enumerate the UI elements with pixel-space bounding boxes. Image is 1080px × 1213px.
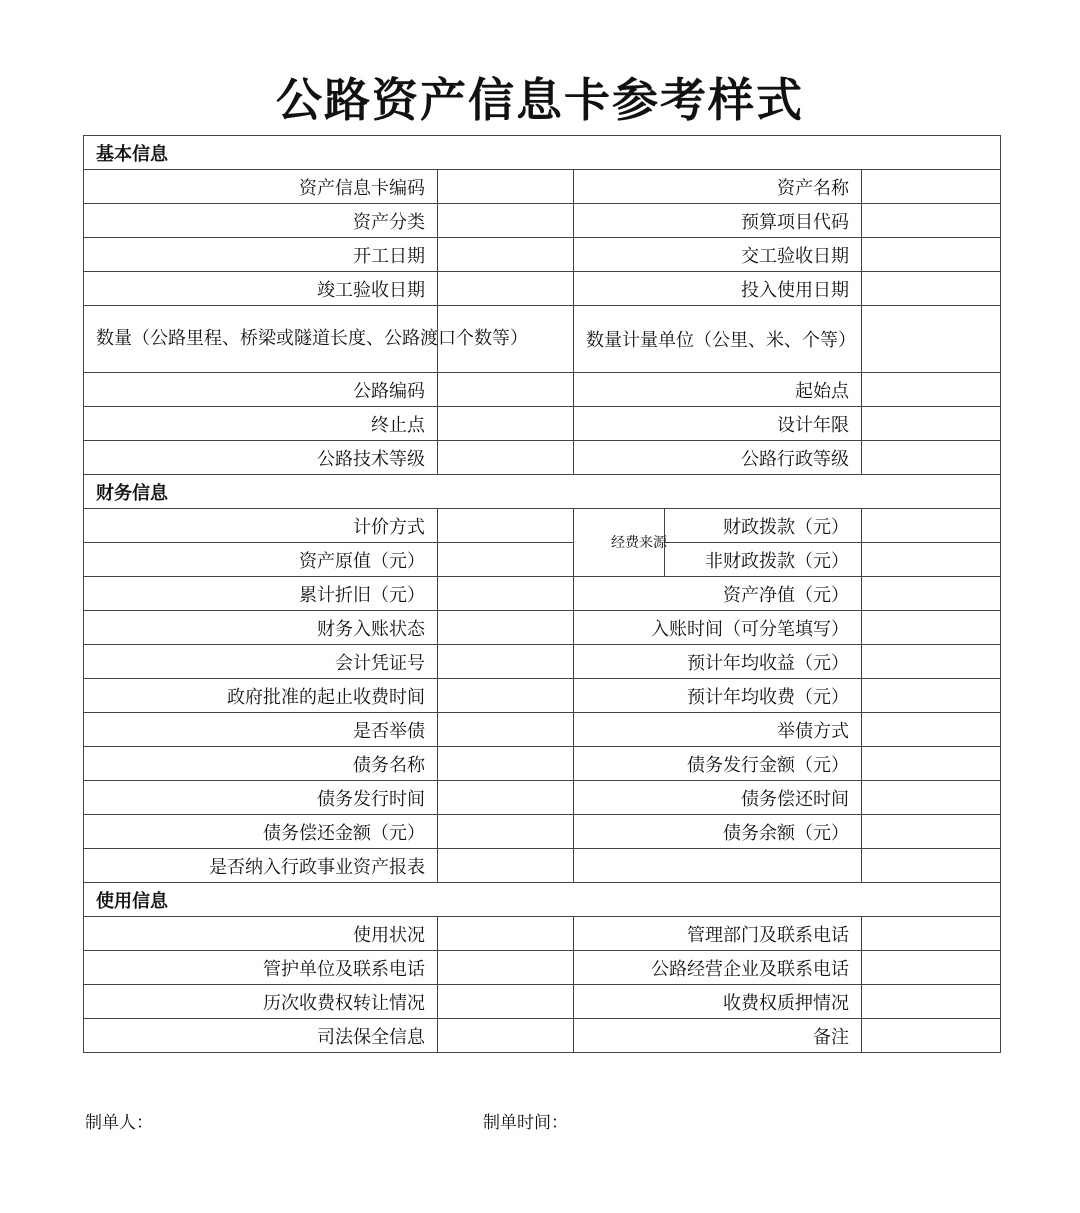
field-value[interactable]	[438, 951, 574, 985]
field-value[interactable]	[862, 849, 1001, 883]
field-value[interactable]	[862, 577, 1001, 611]
field-value[interactable]	[438, 509, 574, 543]
section-title-basic: 基本信息	[84, 136, 1001, 170]
field-label: 使用状况	[84, 917, 438, 951]
field-label: 累计折旧（元）	[84, 577, 438, 611]
fund-source-label: 经费来源	[574, 509, 665, 577]
field-label: 数量（公路里程、桥梁或隧道长度、公路渡口个数等）	[84, 306, 438, 373]
table-row	[84, 543, 1001, 577]
field-value[interactable]	[862, 441, 1001, 475]
table-row	[84, 441, 1001, 475]
field-label: 债务偿还时间	[574, 781, 862, 815]
table-row	[84, 272, 1001, 306]
field-label: 资产信息卡编码	[84, 170, 438, 204]
field-label: 非财政拨款（元）	[665, 543, 862, 577]
table-row	[84, 917, 1001, 951]
field-label: 竣工验收日期	[84, 272, 438, 306]
field-label: 数量计量单位（公里、米、个等）	[574, 306, 862, 373]
field-label: 债务发行金额（元）	[574, 747, 862, 781]
field-value[interactable]	[862, 645, 1001, 679]
field-label: 资产名称	[574, 170, 862, 204]
field-label: 债务余额（元）	[574, 815, 862, 849]
field-value[interactable]	[438, 407, 574, 441]
table-row	[84, 611, 1001, 645]
field-value[interactable]	[862, 373, 1001, 407]
field-label: 是否举债	[84, 713, 438, 747]
preparer-label: 制单人：	[85, 1113, 153, 1133]
field-value[interactable]	[862, 1019, 1001, 1053]
section-header-usage	[84, 883, 1001, 917]
table-row	[84, 951, 1001, 985]
field-label: 财政拨款（元）	[665, 509, 862, 543]
field-label: 入账时间（可分笔填写）	[574, 611, 862, 645]
field-value[interactable]	[438, 373, 574, 407]
table-row	[84, 373, 1001, 407]
table-row	[84, 577, 1001, 611]
field-label: 司法保全信息	[84, 1019, 438, 1053]
field-value[interactable]	[862, 238, 1001, 272]
field-value[interactable]	[438, 272, 574, 306]
field-label: 是否纳入行政事业资产报表	[84, 849, 438, 883]
page-title: 公路资产信息卡参考样式	[276, 73, 804, 127]
field-label: 公路编码	[84, 373, 438, 407]
field-value[interactable]	[862, 170, 1001, 204]
field-label: 起始点	[574, 373, 862, 407]
field-label: 公路技术等级	[84, 441, 438, 475]
field-label: 开工日期	[84, 238, 438, 272]
field-label: 债务发行时间	[84, 781, 438, 815]
prepared-time-label: 制单时间：	[483, 1113, 568, 1133]
field-value[interactable]	[862, 204, 1001, 238]
field-value[interactable]	[862, 543, 1001, 577]
field-label: 债务名称	[84, 747, 438, 781]
table-row	[84, 1019, 1001, 1053]
field-label: 管理部门及联系电话	[574, 917, 862, 951]
field-value[interactable]	[862, 407, 1001, 441]
field-label-empty	[574, 849, 862, 883]
field-value[interactable]	[438, 170, 574, 204]
field-label: 终止点	[84, 407, 438, 441]
field-label: 预算项目代码	[574, 204, 862, 238]
field-label: 会计凭证号	[84, 645, 438, 679]
table-row	[84, 815, 1001, 849]
field-value[interactable]	[438, 747, 574, 781]
table-row	[84, 170, 1001, 204]
field-label: 财务入账状态	[84, 611, 438, 645]
field-label: 公路行政等级	[574, 441, 862, 475]
field-value[interactable]	[862, 951, 1001, 985]
field-value[interactable]	[862, 306, 1001, 373]
field-label: 资产净值（元）	[574, 577, 862, 611]
field-value[interactable]	[862, 509, 1001, 543]
field-label: 资产原值（元）	[84, 543, 438, 577]
field-value[interactable]	[862, 747, 1001, 781]
field-value[interactable]	[862, 985, 1001, 1019]
field-label: 预计年均收费（元）	[574, 679, 862, 713]
field-value[interactable]	[438, 577, 574, 611]
field-value[interactable]	[438, 238, 574, 272]
field-value[interactable]	[438, 679, 574, 713]
field-value[interactable]	[438, 1019, 574, 1053]
field-label: 资产分类	[84, 204, 438, 238]
field-label: 举债方式	[574, 713, 862, 747]
field-label: 债务偿还金额（元）	[84, 815, 438, 849]
table-row	[84, 509, 1001, 543]
field-label: 投入使用日期	[574, 272, 862, 306]
field-label: 交工验收日期	[574, 238, 862, 272]
table-row	[84, 849, 1001, 883]
field-value[interactable]	[438, 204, 574, 238]
field-value[interactable]	[438, 985, 574, 1019]
table-row	[84, 204, 1001, 238]
field-value[interactable]	[438, 815, 574, 849]
field-label: 预计年均收益（元）	[574, 645, 862, 679]
section-title-usage: 使用信息	[84, 883, 1001, 917]
field-label: 管护单位及联系电话	[84, 951, 438, 985]
field-label: 设计年限	[574, 407, 862, 441]
table-row	[84, 747, 1001, 781]
field-label: 备注	[574, 1019, 862, 1053]
field-value[interactable]	[862, 611, 1001, 645]
field-value[interactable]	[438, 645, 574, 679]
field-value[interactable]	[438, 849, 574, 883]
field-value[interactable]	[862, 917, 1001, 951]
field-value[interactable]	[862, 815, 1001, 849]
field-value[interactable]	[438, 917, 574, 951]
field-label: 收费权质押情况	[574, 985, 862, 1019]
section-header-basic	[84, 136, 1001, 170]
field-value[interactable]	[438, 543, 574, 577]
field-value[interactable]	[438, 781, 574, 815]
field-label: 政府批准的起止收费时间	[84, 679, 438, 713]
field-label: 公路经营企业及联系电话	[574, 951, 862, 985]
table-row	[84, 679, 1001, 713]
field-value[interactable]	[862, 781, 1001, 815]
table-row	[84, 645, 1001, 679]
field-value[interactable]	[862, 713, 1001, 747]
asset-info-card-table	[83, 135, 1001, 1053]
table-row	[84, 306, 1001, 373]
field-value[interactable]	[862, 272, 1001, 306]
field-label: 历次收费权转让情况	[84, 985, 438, 1019]
table-row	[84, 238, 1001, 272]
table-row	[84, 985, 1001, 1019]
field-value[interactable]	[438, 611, 574, 645]
field-value[interactable]	[862, 679, 1001, 713]
table-row	[84, 713, 1001, 747]
section-title-finance: 财务信息	[84, 475, 1001, 509]
field-label: 计价方式	[84, 509, 438, 543]
field-value[interactable]	[438, 713, 574, 747]
table-row	[84, 781, 1001, 815]
table-row	[84, 407, 1001, 441]
field-value[interactable]	[438, 441, 574, 475]
section-header-finance	[84, 475, 1001, 509]
